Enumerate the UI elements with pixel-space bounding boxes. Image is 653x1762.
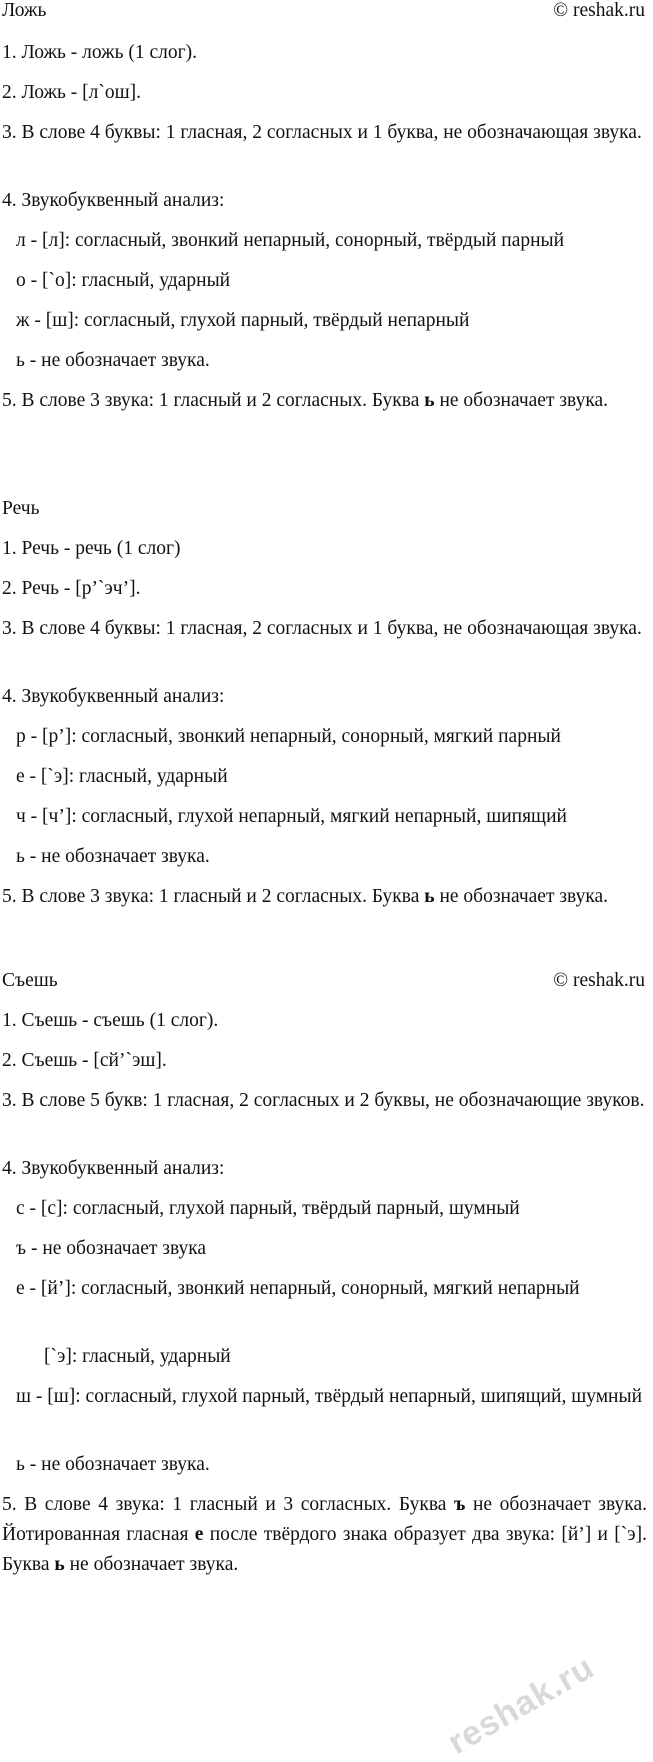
section-title: Съешь <box>2 970 58 991</box>
analysis-item: р - [р’]: согласный, звонкий непарный, сонорный, мягкий парный <box>16 726 561 747</box>
paragraph: 3. В слове 4 буквы: 1 гласная, 2 согласных и 1 буква, не обозначающая звука. <box>2 618 642 639</box>
analysis-item: ж - [ш]: согласный, глухой парный, твёрдый непарный <box>16 310 470 331</box>
copyright-text: © reshak.ru <box>553 970 645 991</box>
analysis-item: ь - не обозначает звука. <box>16 350 210 371</box>
analysis-item: е - [й’]: согласный, звонкий непарный, сонорный, мягкий непарный <box>16 1278 580 1299</box>
analysis-item: л - [л]: согласный, звонкий непарный, сонорный, твёрдый парный <box>16 230 565 251</box>
analysis-item: ъ - не обозначает звука <box>16 1238 207 1259</box>
paragraph: 2. Съешь - [сй’`эш]. <box>2 1050 167 1071</box>
paragraph: 1. Ложь - ложь (1 слог). <box>2 42 197 63</box>
paragraph-summary: 5. В слове 3 звука: 1 гласный и 2 согласных. Буква ь не обозначает звука. <box>2 886 609 907</box>
paragraph-summary: 5. В слове 4 звука: 1 гласный и 3 согласных. Буква ъ не обозначает звука. Йотированная гласная е после твёрдого знака образует два звука: [й’] и [`э]. Буква ь не обозначает звука. <box>2 1494 647 1575</box>
analysis-item: ш - [ш]: согласный, глухой парный, твёрдый непарный, шипящий, шумный <box>16 1386 643 1407</box>
analysis-item: ь - не обозначает звука. <box>16 1454 210 1475</box>
analysis-item: е - [`э]: гласный, ударный <box>16 766 228 787</box>
analysis-item: ч - [ч’]: согласный, глухой непарный, мягкий непарный, шипящий <box>16 806 567 827</box>
copyright-text: © reshak.ru <box>553 0 645 21</box>
watermark: reshak.ru <box>441 1648 601 1762</box>
analysis-item: ь - не обозначает звука. <box>16 846 210 867</box>
paragraph: 3. В слове 5 букв: 1 гласная, 2 согласных и 2 буквы, не обозначающие звуков. <box>2 1090 645 1111</box>
analysis-item: о - [`о]: гласный, ударный <box>16 270 231 291</box>
paragraph-summary: 5. В слове 3 звука: 1 гласный и 2 согласных. Буква ь не обозначает звука. <box>2 390 609 411</box>
section-title: Речь <box>2 498 40 519</box>
paragraph: 2. Ложь - [л`ош]. <box>2 82 141 103</box>
paragraph: 4. Звукобуквенный анализ: <box>2 190 225 211</box>
paragraph: 1. Речь - речь (1 слог) <box>2 538 181 559</box>
paragraph: 3. В слове 4 буквы: 1 гласная, 2 согласных и 1 буква, не обозначающая звука. <box>2 122 642 143</box>
analysis-item: с - [с]: согласный, глухой парный, твёрдый парный, шумный <box>16 1198 520 1219</box>
paragraph: 4. Звукобуквенный анализ: <box>2 686 225 707</box>
paragraph: 4. Звукобуквенный анализ: <box>2 1158 225 1179</box>
paragraph: 1. Съешь - съешь (1 слог). <box>2 1010 219 1031</box>
paragraph: 2. Речь - [р’`эч’]. <box>2 578 141 599</box>
analysis-item: [`э]: гласный, ударный <box>44 1346 231 1367</box>
section-title: Ложь <box>2 0 47 21</box>
